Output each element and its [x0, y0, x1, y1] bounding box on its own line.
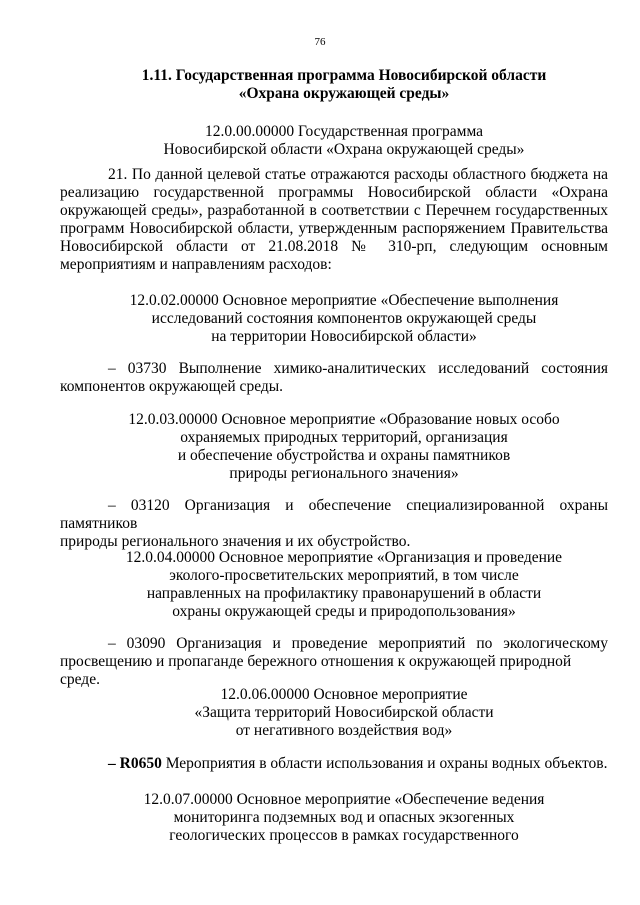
measure-heading-line: охраны окружающей среды и природопользования»	[172, 603, 516, 620]
measure-heading-line: геологических процессов в рамках государственного	[169, 827, 519, 844]
title-line-1: 1.11. Государственная программа Новосибирской области	[141, 67, 547, 84]
measure-heading	[60, 292, 628, 346]
expense-item-line-1	[60, 755, 608, 773]
measure-heading-line: 12.0.04.00000 Основное мероприятие «Организация и проведение	[125, 549, 563, 566]
measure-heading-line: эколого-просветительских мероприятий, в том числе	[169, 567, 519, 584]
expense-item-line-2: природы регионального значения и их обустройство.	[60, 533, 411, 550]
title-line-2: «Охрана окружающей среды»	[238, 85, 450, 102]
page-number: 76	[314, 36, 326, 48]
measure-heading	[60, 686, 628, 740]
expense-item-line-2: просвещению и пропаганде бережного отношения к окружающей природной среде.	[60, 653, 572, 688]
expense-item	[60, 755, 608, 773]
measure-heading-line: «Защита территорий Новосибирской области	[194, 704, 494, 721]
expense-item-line-1: – 03090 Организация и проведение мероприятий по экологическому	[108, 635, 608, 652]
measure-heading-line: направленных на профилактику правонарушений в области	[146, 585, 542, 602]
intro-paragraph	[60, 166, 608, 274]
expense-item	[60, 635, 608, 689]
measure-heading-line: природы регионального значения»	[229, 465, 459, 482]
intro-line-6: мероприятиям и направлениям расходов:	[60, 256, 332, 273]
expense-item	[60, 360, 608, 396]
measure-heading-line: охраняемых природных территорий, организация	[180, 429, 508, 446]
measure-heading	[60, 549, 628, 621]
intro-line-3: окружающей среды», разработанной в соответствии с Перечнем государственных	[60, 202, 608, 219]
measure-heading-line: 12.0.07.00000 Основное мероприятие «Обеспечение ведения	[143, 791, 545, 808]
measure-heading-line: на территории Новосибирской области»	[211, 328, 477, 345]
measure-heading	[60, 411, 628, 483]
intro-line-4: программ Новосибирской области, утвержденным распоряжением Правительства	[60, 220, 608, 237]
measure-heading-line: 12.0.06.00000 Основное мероприятие	[220, 686, 468, 703]
measure-heading-line: мониторинга подземных вод и опасных экзогенных	[173, 809, 515, 826]
measure-heading-line: 12.0.02.00000 Основное мероприятие «Обеспечение выполнения	[129, 292, 559, 309]
intro-line-5: Новосибирской области от 21.08.2018 № 310-рп, следующим основным	[60, 238, 608, 255]
expense-text: Мероприятия в области использования и охраны водных объектов.	[161, 755, 608, 772]
measure-heading-line: 12.0.03.00000 Основное мероприятие «Образование новых особо	[128, 411, 560, 428]
program-heading-line-1: 12.0.00.00000 Государственная программа	[204, 123, 484, 140]
program-heading	[60, 123, 628, 159]
expense-item	[60, 497, 608, 551]
expense-code: – R0650	[108, 755, 162, 772]
intro-line-2: реализацию государственной программы Новосибирской области «Охрана	[60, 184, 608, 201]
program-heading-line-2: Новосибирской области «Охрана окружающей среды»	[163, 141, 525, 158]
measure-heading-line: и обеспечение обустройства и охраны памятников	[177, 447, 511, 464]
measure-heading-line: исследований состояния компонентов окружающей среды	[151, 310, 537, 327]
intro-line-1: 21. По данной целевой статье отражаются расходы областного бюджета на	[108, 166, 608, 183]
expense-item-line-1: – 03120 Организация и обеспечение специализированной охраны памятников	[60, 497, 608, 532]
section-title	[60, 67, 628, 103]
expense-item-line-1: – 03730 Выполнение химико-аналитических исследований состояния	[108, 360, 608, 377]
expense-item-line-2: компонентов окружающей среды.	[60, 378, 284, 395]
measure-heading	[60, 791, 628, 845]
measure-heading-line: от негативного воздействия вод»	[235, 722, 453, 739]
